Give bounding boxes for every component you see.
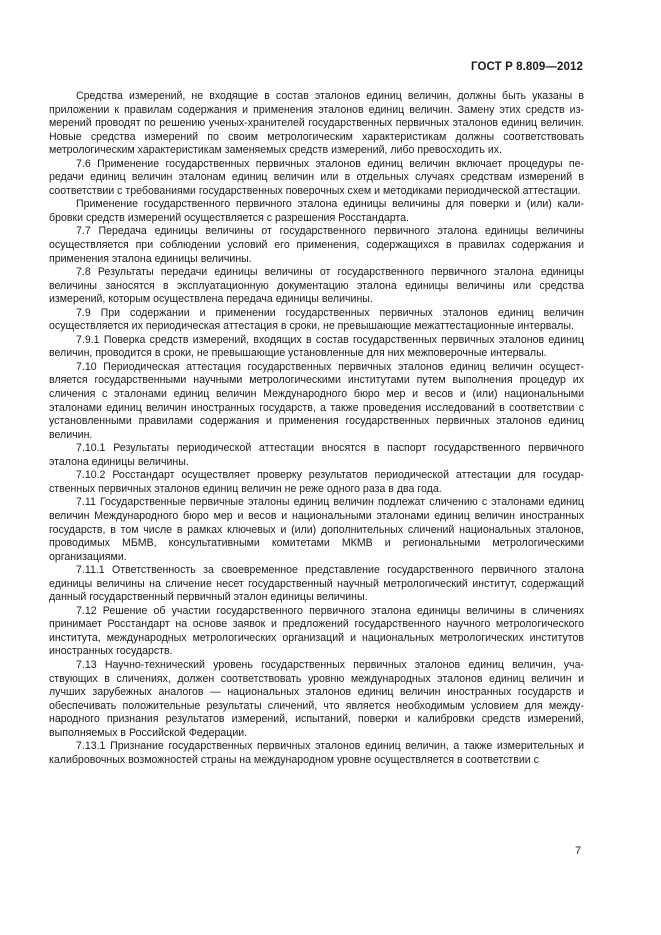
paragraph-7-8: 7.8 Результаты передачи единицы величины от государственного первичного эталона единицы величины заносятся в эксплуатационную документацию эталона единицы величины или средства измерений, которым осуществлена передача единицы величины. <box>49 266 584 306</box>
paragraph-7-6: 7.6 Применение государственных первичных эталонов единиц величин включает процедуры передачи единиц величин эталонам единиц величин или в отдельных случаях средствам измерений в соответствии с требованиями государственных поверочных схем и методиками периодической аттестации. <box>49 157 584 197</box>
paragraph-7-10-1: 7.10.1 Результаты периодической аттестации вносятся в паспорт государственного первичного эталона единицы величины. <box>49 442 584 468</box>
paragraph-intro: Средства измерений, не входящие в состав эталонов единиц величин, должны быть указаны в приложении к правилам содержания и применения эталонов единиц величин. Замену этих средств измерений проводят по решению ученых-хранителей государственных первичных эталонов единиц величин. Новые средства измерений по своим метрологическим характеристикам должны соответствовать метрологическим характеристикам заменяемых средств измерений, либо превосходить их. <box>49 90 584 157</box>
paragraph-7-7: 7.7 Передача единицы величины от государственного первичного эталона единицы величины осуществляется при соблюдении условий его применения, содержащихся в правилах содержания и применения эталона единицы величины. <box>49 225 584 265</box>
paragraph-7-9-1: 7.9.1 Поверка средств измерений, входящих в состав государственных первичных эталонов единиц величин, проводится в сроки, не превышающие установленные для них межповерочные интервалы. <box>49 333 584 360</box>
paragraph-7-12: 7.12 Решение об участии государственного первичного эталона единицы величины в сличениях принимает Росстандарт на основе заявок и предложений государственного научного метрологического института, международных метрологических организаций и национальных метрологических институтов иностранных государств. <box>49 604 584 658</box>
paragraph-7-6-application: Применение государственного первичного эталона единицы величины для поверки и (или) калибровки средств измерений осуществляется с разрешения Росстандарта. <box>49 198 584 224</box>
paragraph-7-10: 7.10 Периодическая аттестация государственных первичных эталонов единиц величин осуществляется государственными научными метрологическими институтами путем выполнения процедур их сличения с эталонами единиц величин Международного бюро мер и весов и (или) национальными эталонами единиц величин иностранных государств, а также проведения исследований в соответствии с установленными правилами содержания и применения государственных первичных эталонов единиц величин. <box>49 360 584 441</box>
paragraph-7-13: 7.13 Научно-технический уровень государственных первичных эталонов единиц величин, участвующих в сличениях, должен соответствовать уровню международных эталонов единиц величин и лучших зарубежных аналогов — национальных эталонов единиц величин иностранных государств и обеспечивать положительные результаты сличений, что является необходимым условием для международного признания результатов измерений, испытаний, поверки и калибровки средств измерений, выполняемых в Российской Федерации. <box>49 658 584 739</box>
paragraph-7-13-1: 7.13.1 Признание государственных первичных эталонов единиц величин, а также измерительных и калибровочных возможностей страны на международном уровне осуществляется в соответствии с <box>49 740 584 766</box>
paragraph-7-11: 7.11 Государственные первичные эталоны единиц величин подлежат сличению с эталонами единиц величин Международного бюро мер и весов и национальными эталонами единиц величин иностранных государств, в том числе в рамках ключевых и (или) дополнительных сличений национальных эталонов, проводимых МБМВ, консультативными комитетами МКМВ и региональными метрологическими организациями. <box>49 496 584 563</box>
paragraph-7-9: 7.9 При содержании и применении государственных первичных эталонов единиц величин осуществляется их периодическая аттестация в сроки, не превышающие межаттестационные интервалы. <box>49 306 584 333</box>
paragraph-7-11-1: 7.11.1 Ответственность за своевременное представление государственного первичного эталона единицы величины на сличение несет государственный научный метрологический институт, содержащий данный государственный первичный эталон единицы величины. <box>49 564 584 604</box>
document-body <box>49 90 584 767</box>
paragraph-7-10-2: 7.10.2 Росстандарт осуществляет проверку результатов периодической аттестации для государственных первичных эталонов единиц величин не реже одного раза в два года. <box>49 469 584 495</box>
page-number: 7 <box>575 845 581 857</box>
document-header-id: ГОСТ Р 8.809—2012 <box>471 61 583 73</box>
